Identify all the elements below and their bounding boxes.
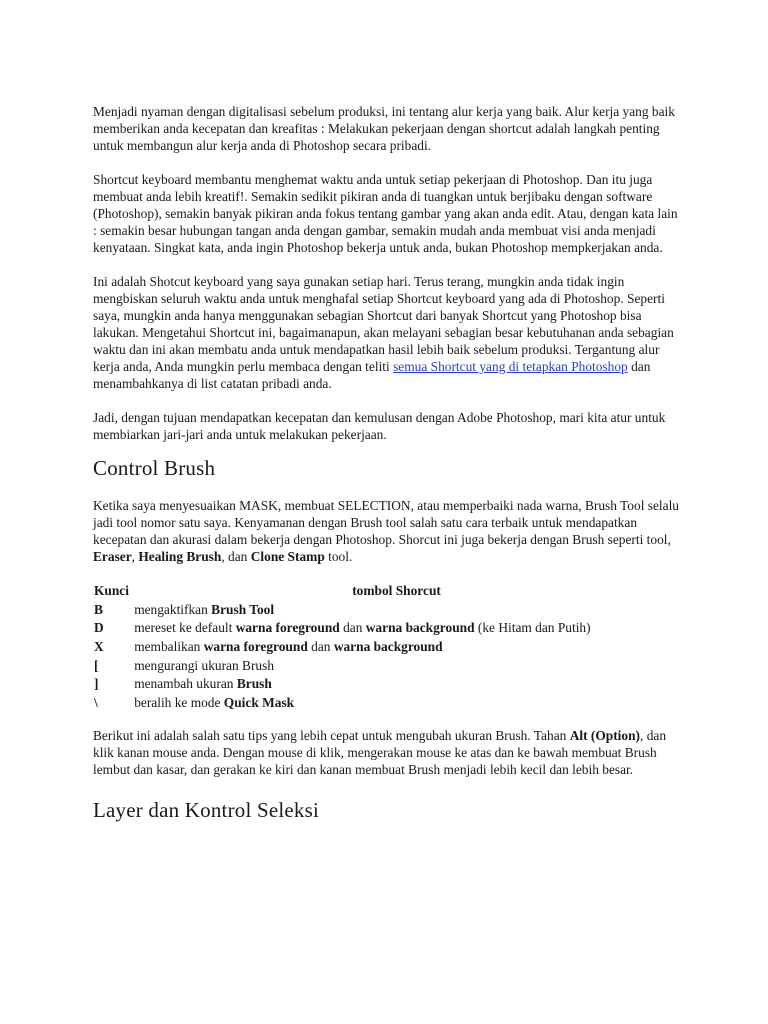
- clone-stamp-term: Clone Stamp: [250, 549, 325, 564]
- eraser-term: Eraser: [93, 549, 132, 564]
- section-heading-layer-selection: Layer dan Kontrol Seleksi: [93, 798, 320, 823]
- table-row: [94, 656, 683, 675]
- shortcut-text: dan: [307, 639, 334, 655]
- paragraph-text: , dan: [221, 549, 251, 564]
- shortcut-description: [134, 656, 683, 675]
- table-row: [94, 694, 683, 713]
- shortcut-term: Brush Tool: [211, 601, 275, 617]
- goal-paragraph: Jadi, dengan tujuan mendapatkan kecepatan dan kemulusan dengan Adobe Photoshop, mari kita atur untuk membiarkan jari-jari anda untuk melakukan pekerjaan.: [93, 410, 666, 442]
- shortcut-text: menambah ukuran: [134, 676, 237, 692]
- shortcut-text: (ke Hitam dan Putih): [474, 620, 591, 636]
- paragraph-text: Ketika saya menyesuaikan MASK, membuat SELECTION, atau memperbaiki nada warna, Brush Tool selalu jadi tool nomor satu saya. Kenyamanan dengan Brush tool salah satu cara terbaik untuk mendapatkan kecepatan dan akurasi dalam bekerja dengan Photoshop. Shorcut ini juga bekerja dengan Brush seperti tool,: [93, 498, 679, 547]
- shortcut-text: mengurangi ukuran Brush: [134, 657, 275, 673]
- shortcut-term: warna foreground: [203, 639, 308, 655]
- brush-tip-paragraph: [93, 727, 683, 778]
- paragraph-text: tool.: [324, 549, 353, 564]
- alt-option-term: Alt (Option): [569, 728, 640, 744]
- all-shortcuts-link[interactable]: semua Shortcut yang di tetapkan Photoshop: [393, 359, 628, 374]
- shortcut-key: \: [94, 694, 98, 710]
- shortcut-description: [134, 619, 683, 638]
- shortcut-key: D: [94, 620, 104, 636]
- intro-paragraph: Menjadi nyaman dengan digitalisasi sebelum produksi, ini tentang alur kerja yang baik. Alur kerja yang baik memberikan anda kecepatan dan kreafitas : Melakukan pekerjaan dengan shortcut adalah langkah penting untuk membangun alur kerja anda di Photoshop secara pribadi.: [93, 104, 675, 153]
- section-heading-control-brush: Control Brush: [93, 456, 216, 480]
- shortcut-benefit-paragraph: Shortcut keyboard membantu menghemat waktu anda untuk setiap pekerjaan di Photoshop. Dan itu juga membuat anda lebih kreatif!. Semakin sedikit pikiran anda di tuangkan untuk berjibaku dengan software (Photoshop), semakin banyak pikiran anda fokus tentang gambar yang akan anda edit. Atau, dengan kata lain : semakin besar hubungan tangan anda dengan gambar, semakin mudah anda membuat visi anda menjadi kenyataan. Singkat kata, anda ingin Photoshop bekerja untuk anda, bukan Photoshop mempkerjakan anda.: [93, 172, 678, 255]
- brush-intro-paragraph: [93, 497, 683, 565]
- shortcut-text: mengaktifkan: [134, 601, 212, 617]
- daily-shortcut-paragraph: [93, 273, 683, 392]
- table-row: [94, 601, 683, 620]
- table-row: [94, 619, 683, 638]
- shortcut-description: [134, 675, 683, 694]
- shortcut-text: mereset ke default: [134, 620, 236, 636]
- shortcut-term: warna background: [333, 639, 443, 655]
- shortcut-description: [134, 638, 683, 657]
- shortcut-text: membalikan: [134, 639, 204, 655]
- paragraph-text: dan menambahkanya di list catatan pribadi anda.: [93, 359, 651, 391]
- shortcut-text: beralih ke mode: [134, 694, 224, 710]
- paragraph-text: Ini adalah Shotcut keyboard yang saya gunakan setiap hari. Terus terang, mungkin anda tidak ingin mengbiskan seluruh waktu anda untuk menghafal setiap Shortcut keyboard yang ada di Photoshop. Seperti saya, mungkin anda hanya menggunakan sebagian Shortcut dari banyak Shortcut yang Photoshop bisa lakukan. Mengetahui Shortcut ini, bagaimanapun, akan melayani sebagian besar kebutuhanan anda sebagian waktu dan ini akan membatu anda untuk mendapatkan hasil lebih baik sebelum produksi. Tergantung alur kerja anda, Anda mungkin perlu membaca dengan teliti: [93, 274, 674, 374]
- table-row: [94, 638, 683, 657]
- healing-brush-term: Healing Brush: [138, 549, 222, 564]
- paragraph-text: Berikut ini adalah salah satu tips yang lebih cepat untuk mengubah ukuran Brush. Tahan: [93, 728, 570, 744]
- shortcut-term: warna background: [365, 620, 475, 636]
- header-key: Kunci: [94, 583, 129, 599]
- shortcut-term: Brush: [236, 676, 272, 692]
- shortcut-description: [134, 601, 683, 620]
- shortcut-term: warna foreground: [235, 620, 340, 636]
- paragraph-text: ,: [131, 549, 139, 564]
- header-value: tombol Shorcut: [352, 583, 441, 599]
- shortcut-key: [: [94, 657, 99, 673]
- table-row: [94, 675, 683, 694]
- document-page: [93, 103, 683, 823]
- shortcut-key: X: [94, 639, 104, 655]
- shortcut-description: [134, 694, 683, 713]
- table-header-row: [94, 582, 683, 601]
- shortcut-key: ]: [94, 676, 99, 692]
- shortcut-text: dan: [339, 620, 366, 636]
- shortcut-term: Quick Mask: [223, 694, 295, 710]
- shortcut-table: [94, 582, 683, 712]
- shortcut-key: B: [94, 601, 103, 617]
- paragraph-text: , dan klik kanan mouse anda. Dengan mouse di klik, mengerakan mouse ke atas dan ke bawah membuat Brush lembut dan kasar, dan gerakan ke kiri dan kanan membuat Brush menjadi lebih kecil dan lebih besar.: [93, 728, 667, 778]
